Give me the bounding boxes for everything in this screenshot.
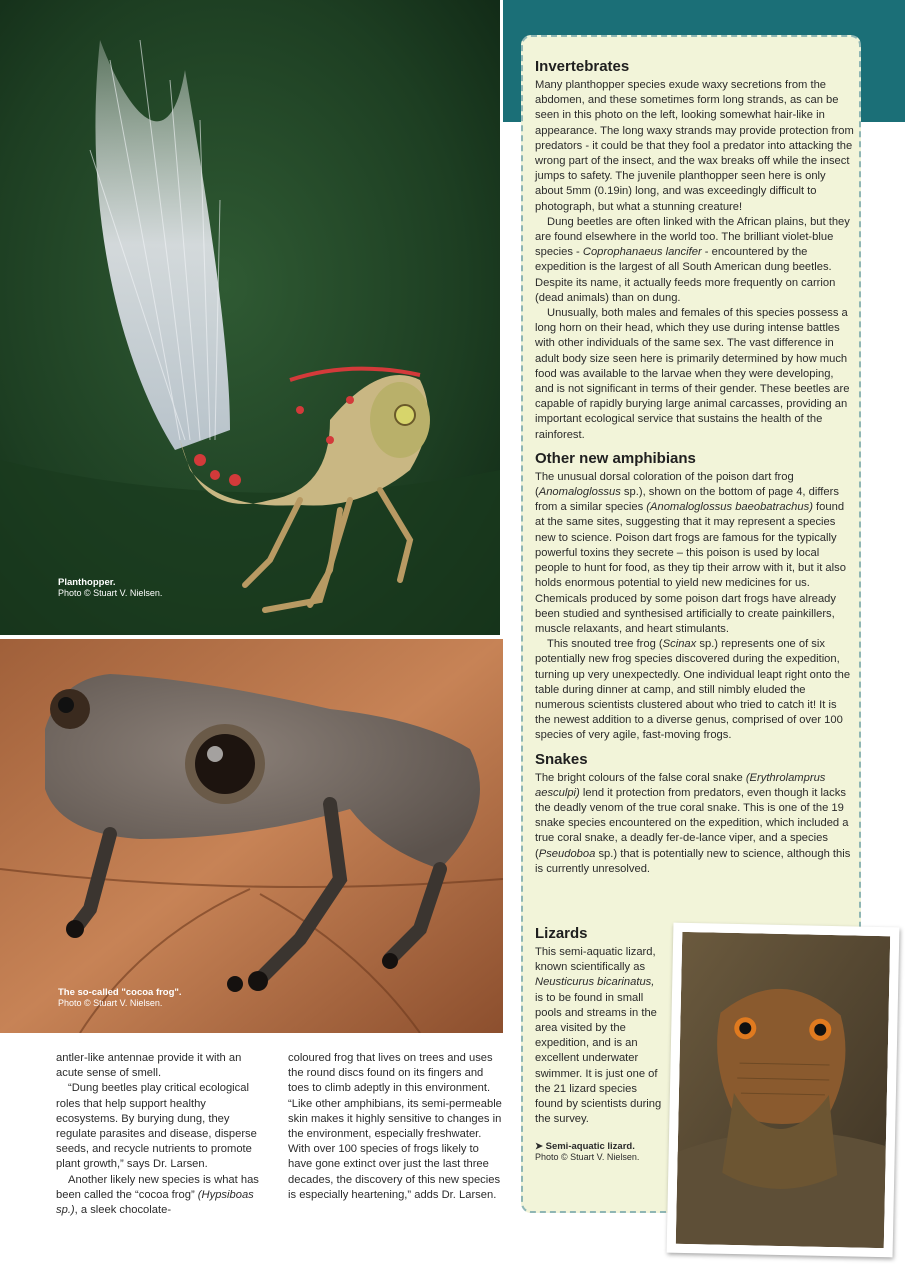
cocoa-frog-caption-title: The so-called "cocoa frog". bbox=[58, 987, 182, 998]
planthopper-caption-title: Planthopper. bbox=[58, 577, 116, 588]
amphibians-section bbox=[535, 450, 855, 744]
sidebar-text bbox=[535, 58, 855, 884]
lizard-caption-credit: Photo © Stuart V. Nielsen. bbox=[535, 1152, 640, 1163]
invertebrates-p2: Dung beetles are often linked with the African plains, but they are found elsewhere in the world too. The brilliant violet-blue species - Coprophanaeus lancifer - encountered by the expedition is the largest of all South American dung beetles. Despite its name, it actually feeds more frequently on carrion (dead animals) than on dung. bbox=[535, 215, 850, 304]
snakes-heading: Snakes bbox=[535, 750, 588, 768]
body-col1-p1: antler-like antennae provide it with an acute sense of smell. bbox=[56, 1052, 242, 1080]
cocoa-frog-photo bbox=[0, 639, 503, 1033]
body-col2-p1: coloured frog that lives on trees and uses the round discs found on its fingers and toes to climb adeptly in this environment. “Like other amphibians, its semi-permeable skin makes it highly sensitive to changes in the environment, especially freshwater. With over 100 species of frogs likely to have gone extinct over just the last three decades, the discovery of this new species is especially heartening,” adds Dr. Larsen. bbox=[288, 1052, 502, 1201]
snakes-p1: The bright colours of the false coral snake (Erythrolamprus aesculpi) lend it protection from predators, even though it lacks the deadly venom of the true coral snake. This is one of the 19 snake species encountered on the expedition, which included a true coral snake, a deadly fer-de-lance viper, and a species (Pseudoboa sp.) that is potentially new to science, although this is currently unresolved. bbox=[535, 771, 851, 875]
body-column-2 bbox=[288, 1051, 504, 1203]
lizard-caption-arrow-icon: ➤ bbox=[535, 1141, 543, 1153]
body-col1-p2: “Dung beetles play critical ecological roles that help support healthy ecosystems. By burying dung, they regulate parasites and disease, disperse seeds, and recycle nutrients to promote plant growth,” says Dr. Larsen. bbox=[56, 1082, 257, 1171]
cocoa-frog-caption-credit: Photo © Stuart V. Nielsen. bbox=[58, 998, 163, 1008]
body-column-1 bbox=[56, 1051, 264, 1218]
lizard-caption bbox=[535, 1141, 665, 1163]
lizard-photo-frame bbox=[667, 923, 900, 1258]
planthopper-caption-credit: Photo © Stuart V. Nielsen. bbox=[58, 588, 163, 598]
lizards-heading: Lizards bbox=[535, 925, 588, 942]
invertebrates-p1: Many planthopper species exude waxy secretions from the abdomen, and these sometimes form long strands, as can be seen in this photo on the left, looking somewhat hair-like in appearance. The long waxy strands may provide protection from predators - it could be that they fool a predator into attacking the wrong part of the insect, and the wax breaks off while the insect jumps to safety. The juvenile planthopper seen here is only about 5mm (0.19in) long, and was exceedingly difficult to photograph, but what a stunning creature! bbox=[535, 79, 854, 213]
body-col1-p3: Another likely new species is what has been called the “cocoa frog” (Hypsiboas sp.), a sleek chocolate- bbox=[56, 1173, 259, 1217]
invertebrates-p3: Unusually, both males and females of this species possess a long horn on their head, which they use during intense battles with other individuals of the same sex. The vast difference in adult body size seen here is primarily determined by how much food was available to the larvae when they were developing, and is not significant in terms of their gender. These beetles are capable of rapidly burying large animal carcasses, providing an important ecological service that sustains the health of the rainforest. bbox=[535, 307, 850, 441]
planthopper-photo bbox=[0, 0, 500, 635]
lizard-photo bbox=[676, 932, 890, 1248]
amphibians-p2: This snouted tree frog (Scinax sp.) represents one of six potentially new frog species discovered during the expedition, turning up very unexpectedly. One individual leapt right onto the table during dinner at camp, and still nimbly eluded the numerous scientists clustered about who tried to catch it! It is the newest addition to a diverse genus, comprised of over 100 species of very agile, fast-moving frogs. bbox=[535, 638, 851, 742]
lizard-caption-title: Semi-aquatic lizard. bbox=[545, 1141, 635, 1153]
lizards-p1: This semi-aquatic lizard, known scientifically as Neusticurus bicarinatus, is to be found in small pools and streams in the area visited by the expedition, and is an excellent underwater swimmer. It is just one of the 21 lizard species found by scientists during the survey. bbox=[535, 946, 662, 1126]
invertebrates-section bbox=[535, 58, 855, 443]
invertebrates-heading: Invertebrates bbox=[535, 58, 630, 75]
amphibians-p1: The unusual dorsal coloration of the poison dart frog (Anomaloglossus sp.), shown on the bottom of page 4, differs from a similar species (Anomaloglossus baeobatrachus) found at the same sites, suggesting that it may represent a species new to science. Poison dart frogs are famous for the typically powerful toxins they secrete – this poison is used by local people to hunt for food, as they tip their arrow with it, but it also holds enormous potential to yield new medicines for us. Chemicals produced by some poison dart frogs have already been studied and synthesised artificially to create painkillers, muscle relaxants, and heart stimulants. bbox=[535, 470, 846, 635]
lizards-section bbox=[535, 925, 665, 1163]
amphibians-heading: Other new amphibians bbox=[535, 449, 696, 467]
snakes-section bbox=[535, 751, 855, 877]
